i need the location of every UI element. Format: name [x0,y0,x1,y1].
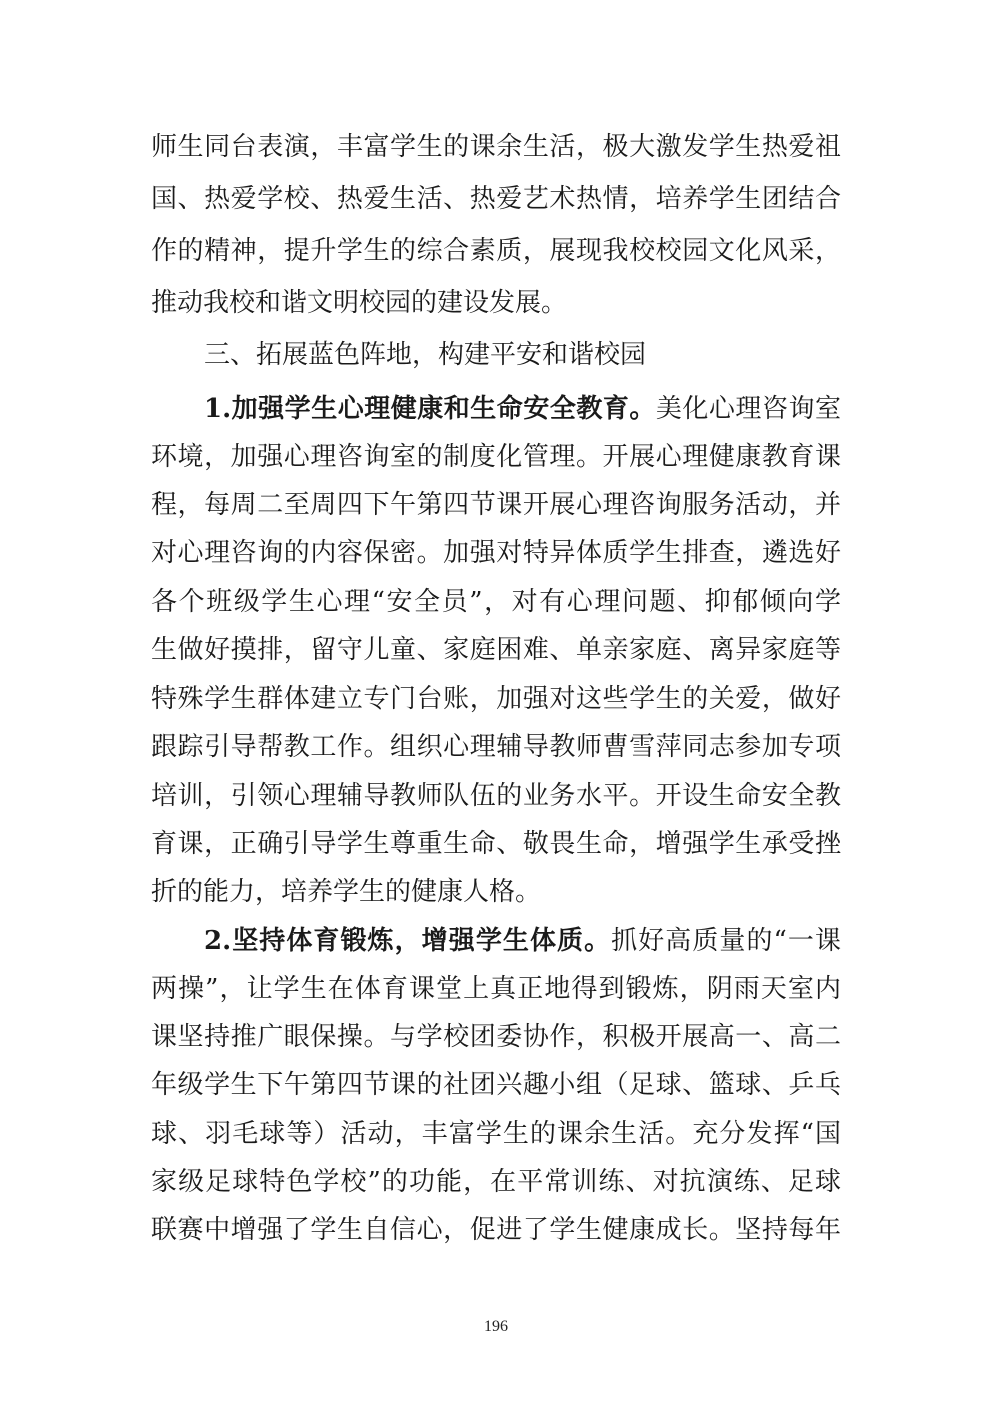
paragraph-line: 联赛中增强了学生自信心，促进了学生健康成长。坚持每年 [151,1215,841,1245]
section-heading: 三、拓展蓝色阵地，构建平安和谐校园 [204,340,647,370]
paragraph-line: 环境，加强心理咨询室的制度化管理。开展心理健康教育课 [151,442,841,472]
page-number: 196 [484,1318,508,1335]
paragraph-line: 球、羽毛球等）活动，丰富学生的课余生活。充分发挥“国 [151,1119,841,1149]
item-1-first-line-text: 美化心理咨询室 [655,394,841,424]
paragraph-line: 特殊学生群体建立专门台账，加强对这些学生的关爱，做好 [151,684,841,714]
paragraph-line: 折的能力，培养学生的健康人格。 [151,877,542,907]
paragraph-line: 跟踪引导帮教工作。组织心理辅导教师曹雪萍同志参加专项 [151,732,841,762]
paragraph-line: 推动我校和谐文明校园的建设发展。 [151,288,568,318]
paragraph-line: 各个班级学生心理“安全员”，对有心理问题、抑郁倾向学 [151,587,841,617]
paragraph-line: 师生同台表演，丰富学生的课余生活，极大激发学生热爱祖 [151,132,841,162]
paragraph-line: 育课，正确引导学生尊重生命、敬畏生命，增强学生承受挫 [151,829,841,859]
paragraph-line: 培训，引领心理辅导教师队伍的业务水平。开设生命安全教 [151,781,841,811]
item-2-bold-lead: 2.坚持体育锻炼，增强学生体质。 [204,926,612,956]
paragraph-line: 生做好摸排，留守儿童、家庭困难、单亲家庭、离异家庭等 [151,635,841,665]
paragraph-line: 两操”，让学生在体育课堂上真正地得到锻炼，阴雨天室内 [151,974,841,1004]
paragraph-line: 家级足球特色学校”的功能，在平常训练、对抗演练、足球 [151,1167,841,1197]
paragraph-line: 国、热爱学校、热爱生活、热爱艺术热情，培养学生团结合 [151,184,841,214]
paragraph-line: 作的精神，提升学生的综合素质，展现我校校园文化风采， [151,236,841,266]
item-2-first-line-text: 抓好高质量的“一课 [611,926,841,956]
item-1-first-line [204,393,841,425]
item-1-bold-lead: 1.加强学生心理健康和生命安全教育。 [204,394,656,424]
paragraph-line: 年级学生下午第四节课的社团兴趣小组（足球、篮球、乒乓 [151,1070,841,1100]
paragraph-line: 程，每周二至周四下午第四节课开展心理咨询服务活动，并 [151,490,841,520]
paragraph-line: 对心理咨询的内容保密。加强对特异体质学生排查，遴选好 [151,538,841,568]
item-2-first-line [204,925,841,957]
paragraph-line: 课坚持推广眼保操。与学校团委协作，积极开展高一、高二 [151,1022,841,1052]
